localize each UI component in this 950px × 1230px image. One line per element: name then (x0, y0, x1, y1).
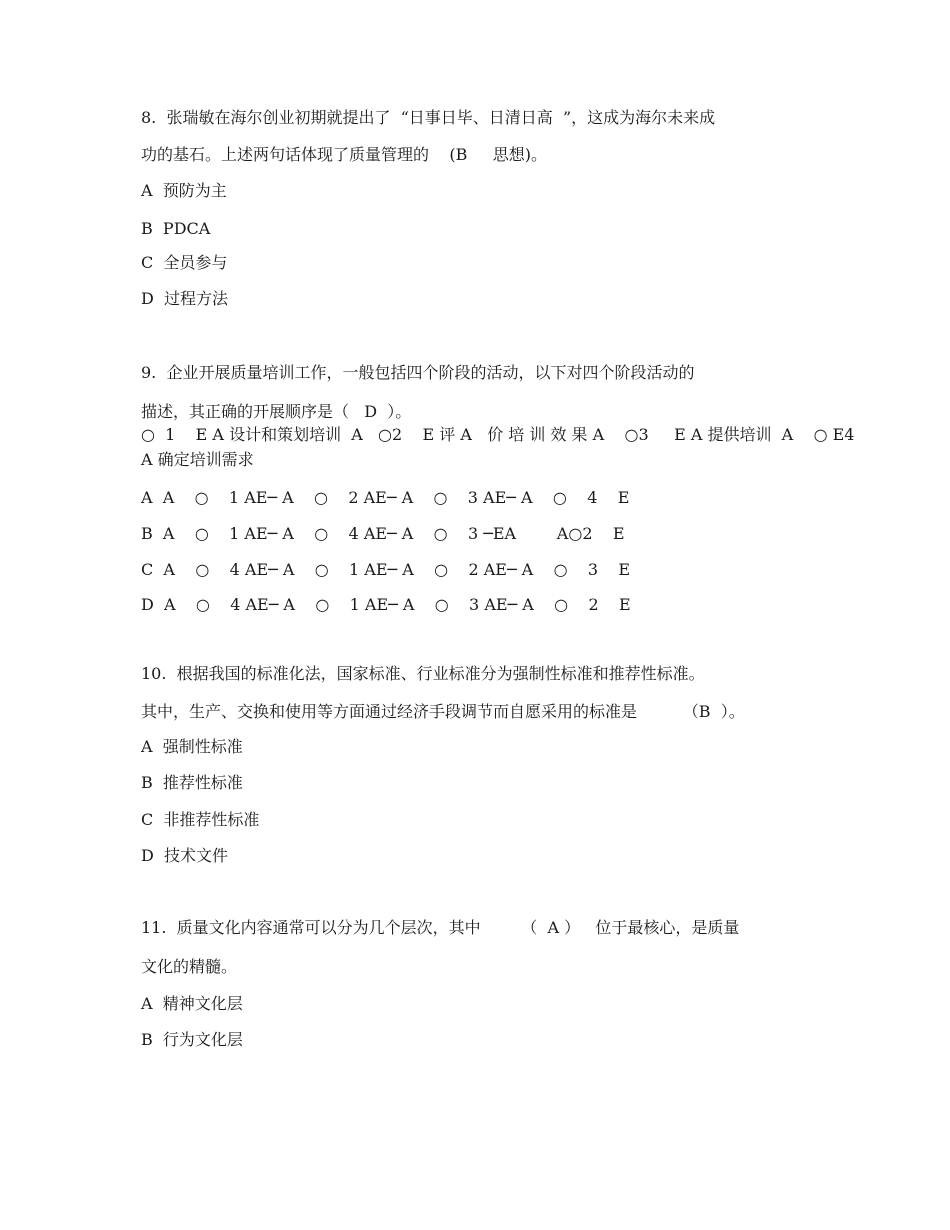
q10-option-b: B 推荐性标准 (141, 773, 243, 792)
q9-option-a: A A ○ 1 AE─ A ○ 2 AE─ A ○ 3 AE─ A ○ 4 E (141, 488, 630, 507)
q8-option-a: A 预防为主 (141, 181, 227, 200)
q10-option-a: A 强制性标准 (141, 737, 243, 756)
q11-option-b: B 行为文化层 (141, 1030, 243, 1049)
q9-option-d: D A ○ 4 AE─ A ○ 1 AE─ A ○ 3 AE─ A ○ 2 E (141, 595, 631, 614)
q10-stem-line2: 其中，生产、交换和使用等方面通过经济手段调节而自愿采用的标准是 （B ）。 (141, 702, 745, 721)
q9-stem-line3: ○ 1 E A 设计和策划培训 A ○2 E 评 A 价 培 训 效 果 A ○3 E A 提供培训 A ○ E4 (141, 425, 855, 444)
q9-stem-line1: 9. 企业开展质量培训工作，一般包括四个阶段的活动，以下对四个阶段活动的 (141, 363, 695, 382)
q11-stem-line1: 11. 质量文化内容通常可以分为几个层次，其中 （ A ） 位于最核心，是质量 (141, 918, 740, 937)
q10-stem-line1: 10. 根据我国的标准化法，国家标准、行业标准分为强制性标准和推荐性标准。 (141, 664, 705, 683)
q10-option-c: C 非推荐性标准 (141, 810, 260, 829)
q9-stem-line2: 描述，其正确的开展顺序是（ D ）。 (141, 402, 412, 421)
q9-stem-line4: A 确定培训需求 (141, 450, 254, 469)
q11-option-a: A 精神文化层 (141, 994, 243, 1013)
q8-stem-line1: 8. 张瑞敏在海尔创业初期就提出了 “日事日毕、日清日高 ”，这成为海尔未来成 (141, 108, 716, 127)
q10-option-d: D 技术文件 (141, 846, 229, 865)
q8-stem-line2: 功的基石。上述两句话体现了质量管理的 (B 思想)。 (141, 145, 548, 164)
q8-option-d: D 过程方法 (141, 289, 229, 308)
q8-option-b: B PDCA (141, 219, 211, 238)
q9-option-c: C A ○ 4 AE─ A ○ 1 AE─ A ○ 2 AE─ A ○ 3 E (141, 560, 631, 579)
q9-option-b: B A ○ 1 AE─ A ○ 4 AE─ A ○ 3 ─EA A○2 E (141, 524, 625, 543)
q11-stem-line2: 文化的精髓。 (141, 957, 238, 976)
q8-option-c: C 全员参与 (141, 253, 228, 272)
